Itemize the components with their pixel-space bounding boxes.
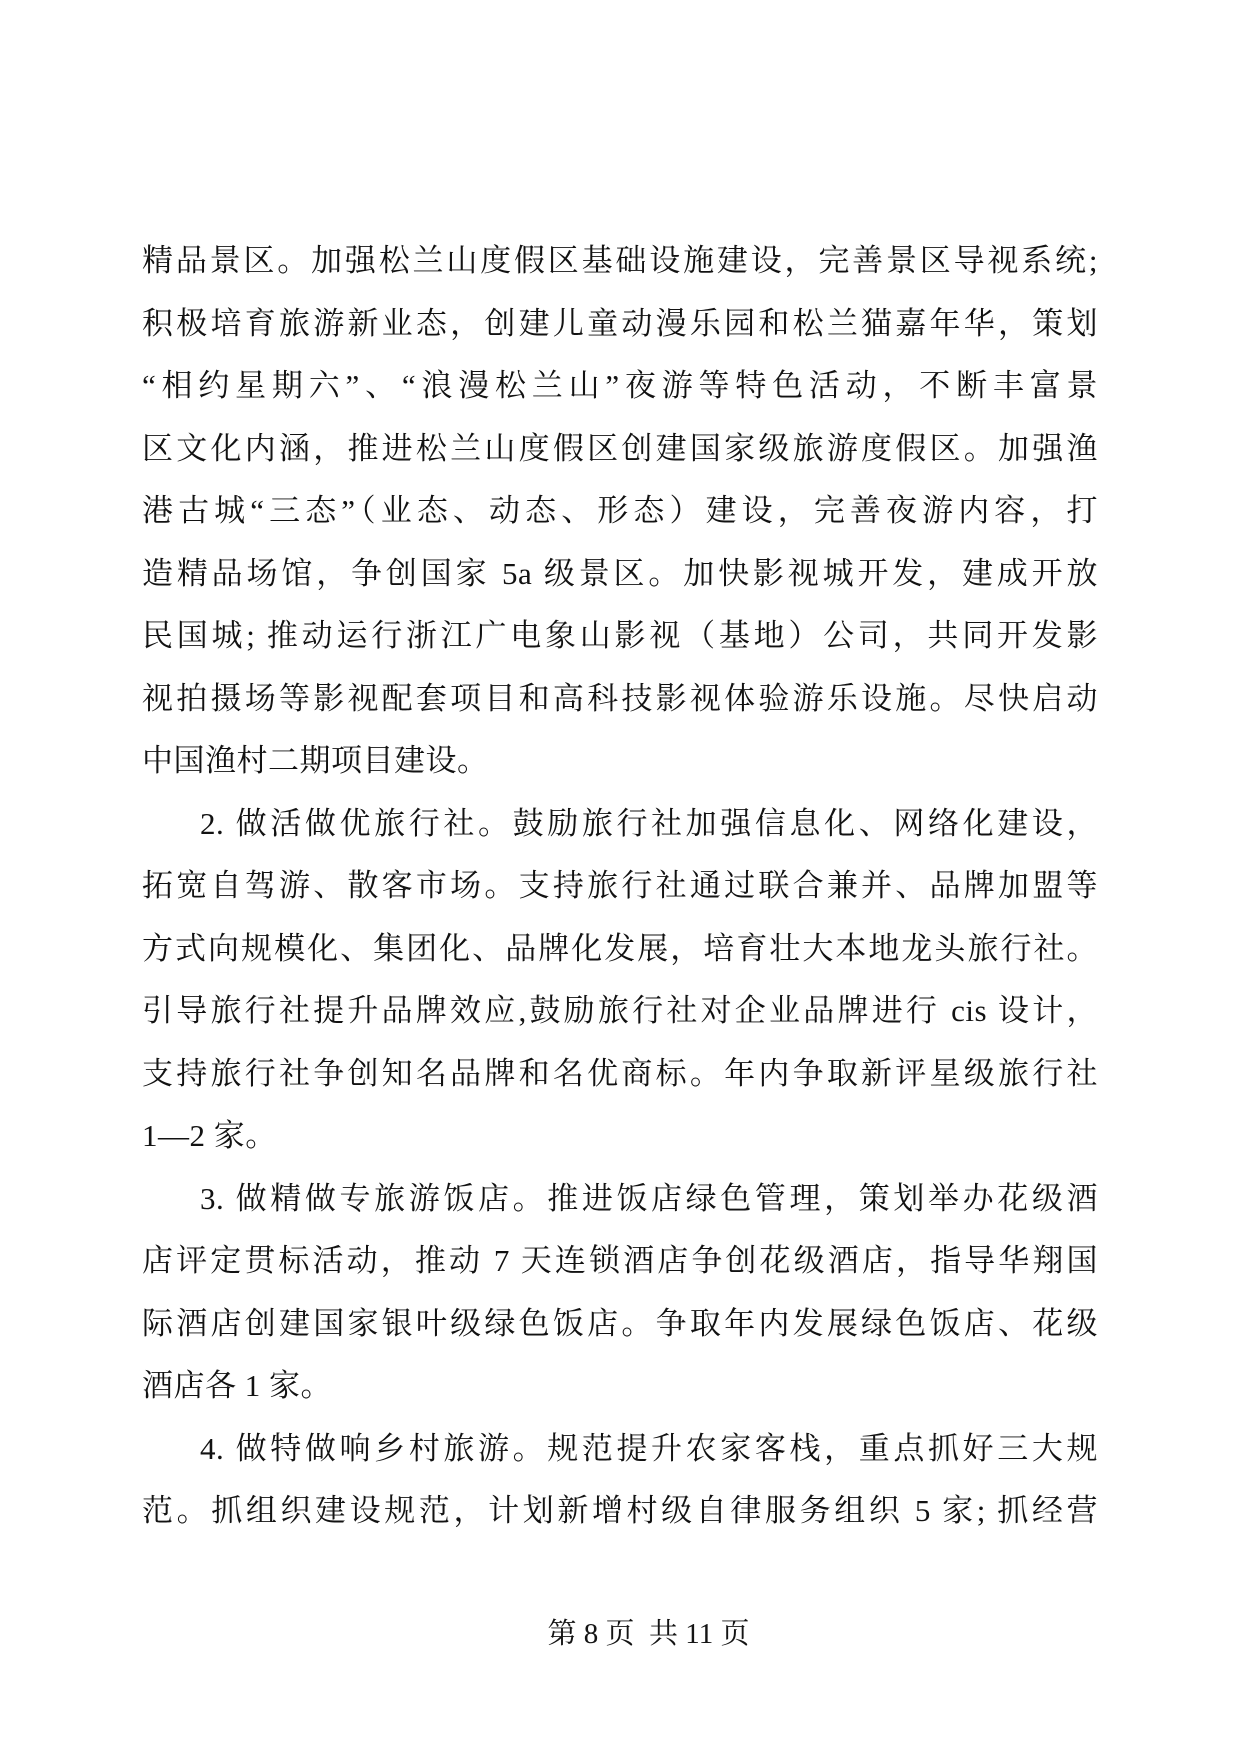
text-line: 精品景区。加强松兰山度假区基础设施建设，完善景区导视系统;: [142, 243, 1098, 278]
text-line: 际酒店创建国家银叶级绿色饭店。争取年内发展绿色饭店、花级: [142, 1305, 1098, 1341]
text-line: 店评定贯标活动，推动 7 天连锁酒店争创花级酒店，指导华翔国: [142, 1243, 1098, 1278]
text-line: 支持旅行社争创知名品牌和名优商标。年内争取新评星级旅行社: [142, 1055, 1098, 1091]
text-line: 4. 做特做响乡村旅游。规范提升农家客栈，重点抓好三大规: [200, 1430, 1098, 1466]
text-line: 2. 做活做优旅行社。鼓励旅行社加强信息化、网络化建设，: [200, 805, 1098, 841]
text-line: 造精品场馆，争创国家 5a 级景区。加快影视城开发，建成开放: [142, 555, 1098, 591]
body-text: [142, 230, 1098, 1543]
text-line: 3. 做精做专旅游饭店。推进饭店绿色管理，策划举办花级酒: [200, 1180, 1098, 1216]
page-footer: 第 8 页 共 11 页: [547, 1618, 750, 1650]
text-line: 区文化内涵，推进松兰山度假区创建国家级旅游度假区。加强渔: [142, 430, 1098, 466]
text-line: 引导旅行社提升品牌效应,鼓励旅行社对企业品牌进行 cis 设计，: [142, 993, 1098, 1028]
text-line: 积极培育旅游新业态，创建儿童动漫乐园和松兰猫嘉年华，策划: [142, 305, 1098, 341]
text-line: 方式向规模化、集团化、品牌化发展，培育壮大本地龙头旅行社。: [142, 930, 1098, 966]
text-line: 范。抓组织建设规范，计划新增村级自律服务组织 5 家; 抓经营: [142, 1493, 1098, 1528]
text-line: 港古城“三态”（业态、动态、形态）建设，完善夜游内容，打: [142, 493, 1098, 528]
text-line: 中国渔村二期项目建设。: [142, 743, 489, 778]
text-line: 酒店各 1 家。: [142, 1368, 332, 1403]
text-line: 民国城; 推动运行浙江广电象山影视（基地）公司，共同开发影: [142, 618, 1098, 653]
text-line: 视拍摄场等影视配套项目和高科技影视体验游乐设施。尽快启动: [142, 680, 1098, 716]
text-line: 1—2 家。: [142, 1118, 277, 1153]
text-line: “相约星期六”、“浪漫松兰山”夜游等特色活动，不断丰富景: [142, 368, 1098, 403]
text-line: 拓宽自驾游、散客市场。支持旅行社通过联合兼并、品牌加盟等: [142, 868, 1098, 903]
